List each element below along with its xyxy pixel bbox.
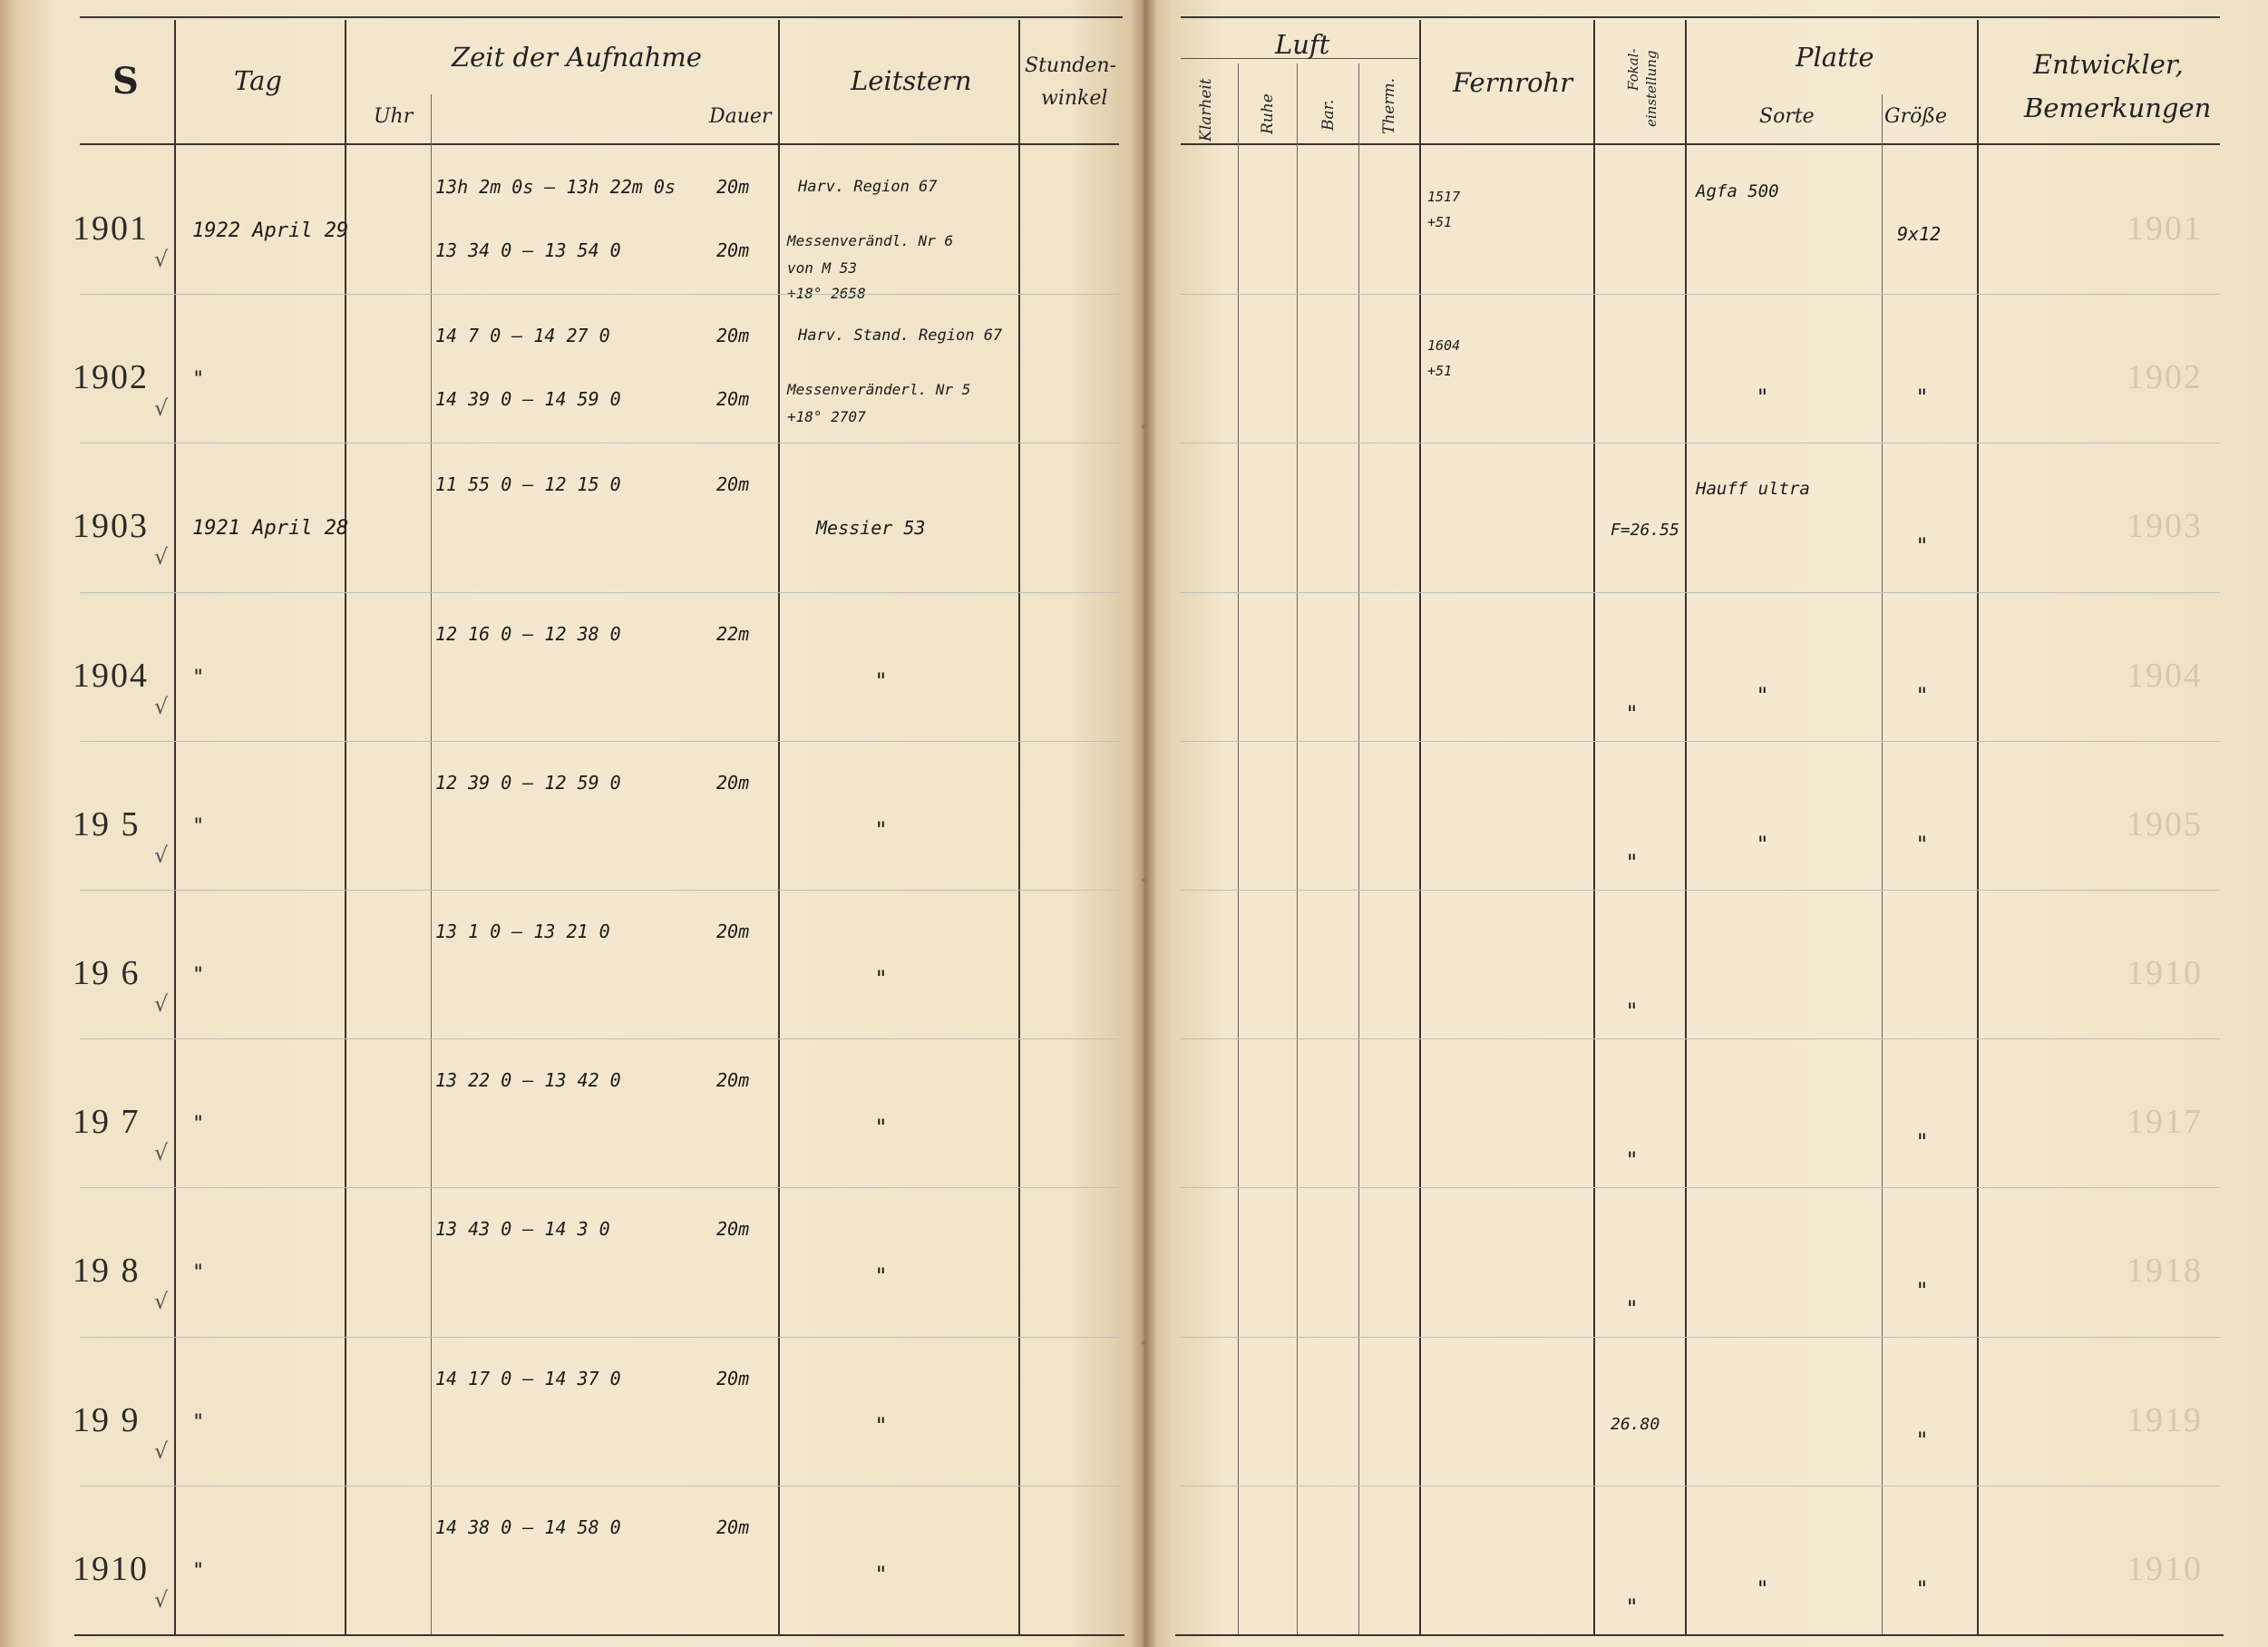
entry-date: " <box>192 814 205 838</box>
telescope-value: 1604 <box>1427 337 1461 355</box>
exposure-time: 13 1 0 – 13 21 0 <box>435 921 610 942</box>
right-col-fernrohr <box>1593 20 1595 1634</box>
bleed-through-number: 1910 <box>2127 1549 2203 1588</box>
header-s: S <box>112 60 139 102</box>
plate-size-ditto: " <box>1917 533 1928 560</box>
right-col-groesse <box>1977 20 1979 1634</box>
focal-ditto: " <box>1627 999 1638 1024</box>
exposure-duration: 22m <box>716 622 750 645</box>
guide-star-note: +18° 2658 <box>787 285 866 302</box>
check-mark-icon: √ <box>154 1586 169 1613</box>
plate-size-ditto: " <box>1917 1427 1928 1453</box>
exposure-time: 13 22 0 – 13 42 0 <box>435 1069 621 1092</box>
guide-star: Harv. Region 67 <box>798 178 938 196</box>
right-page <box>1144 0 2268 1647</box>
row-divider <box>80 294 1119 295</box>
serial-number: 1910 <box>73 1549 149 1588</box>
row-divider <box>1181 294 2220 295</box>
guide-star-note: von M 53 <box>787 259 858 277</box>
row-divider <box>1181 1187 2220 1188</box>
exposure-duration: 20m <box>716 1069 750 1092</box>
exposure-duration: 20m <box>716 771 750 794</box>
header-ruhe: Ruhe <box>1259 93 1277 134</box>
row-divider <box>80 1038 1119 1039</box>
entry-date: " <box>192 1262 205 1285</box>
header-tag: Tag <box>234 65 282 96</box>
binding-hole <box>1142 424 1146 429</box>
guide-star-ditto: " <box>876 1412 887 1438</box>
guide-star-ditto: " <box>876 816 887 843</box>
exposure-duration-2: 20m <box>716 239 750 261</box>
serial-number: 1902 <box>73 358 149 397</box>
serial-number: 1901 <box>73 210 149 248</box>
guide-star-note: +18° 2707 <box>787 408 866 426</box>
plate-size-ditto: " <box>1917 831 1928 857</box>
exposure-time-2: 14 39 0 – 14 59 0 <box>435 388 621 411</box>
entry-date: " <box>192 1410 205 1434</box>
exposure-duration: 20m <box>716 1218 750 1241</box>
focal-ditto: " <box>1627 700 1638 726</box>
exposure-time: 14 17 0 – 14 37 0 <box>435 1367 621 1389</box>
focal-ditto: " <box>1627 849 1638 875</box>
exposure-time: 14 7 0 – 14 27 0 <box>435 325 610 347</box>
left-bottom-rule <box>74 1634 1124 1636</box>
binding-hole <box>1142 1340 1146 1345</box>
right-top-rule <box>1181 16 2220 18</box>
left-col-s <box>174 20 176 1634</box>
header-sorte: Sorte <box>1759 105 1815 128</box>
right-col-fokal <box>1685 20 1687 1634</box>
row-divider <box>1181 890 2220 891</box>
bleed-through-number: 1901 <box>2127 210 2203 248</box>
left-col-tag <box>345 20 346 1634</box>
serial-number: 19 5 <box>73 804 141 843</box>
left-top-rule <box>80 16 1123 18</box>
plate-type-ditto: " <box>1757 682 1768 708</box>
row-divider <box>80 1187 1119 1188</box>
header-zeit: Zeit der Aufnahme <box>452 42 702 73</box>
telescope-value: 1517 <box>1427 189 1461 205</box>
right-bottom-rule <box>1175 1634 2224 1636</box>
entry-date: " <box>192 666 205 689</box>
guide-star-note: Messenverändl. Nr 6 <box>787 232 954 249</box>
check-mark-icon: √ <box>154 395 169 422</box>
exposure-duration: 20m <box>716 325 750 347</box>
exposure-time: 11 55 0 – 12 15 0 <box>435 473 621 496</box>
focal-ditto: " <box>1627 1296 1638 1322</box>
bleed-through-number: 1910 <box>2127 954 2203 992</box>
check-mark-icon: √ <box>154 544 169 570</box>
entry-date: " <box>192 1559 205 1583</box>
right-col-ruhe <box>1297 63 1298 1634</box>
row-divider <box>80 1337 1119 1338</box>
header-dauer: Dauer <box>709 105 772 128</box>
plate-size-ditto: " <box>1917 1575 1928 1602</box>
entry-date: " <box>192 964 205 987</box>
serial-number: 19 8 <box>73 1252 141 1291</box>
guide-star-note: Messenveränderl. Nr 5 <box>787 381 971 399</box>
bleed-through-number: 1903 <box>2127 507 2203 546</box>
exposure-duration: 20m <box>716 473 750 496</box>
guide-star: Messier 53 <box>816 517 926 540</box>
bleed-through-number: 1918 <box>2127 1252 2203 1291</box>
serial-number: 19 6 <box>73 954 141 992</box>
serial-number: 19 7 <box>73 1103 141 1142</box>
exposure-time: 14 38 0 – 14 58 0 <box>435 1515 621 1538</box>
plate-type-ditto: " <box>1757 1575 1768 1602</box>
check-mark-icon: √ <box>154 247 169 272</box>
left-header-rule <box>80 143 1119 145</box>
telescope-value: +51 <box>1427 214 1453 230</box>
bleed-through-number: 1917 <box>2127 1103 2203 1142</box>
bleed-through-number: 1902 <box>2127 358 2203 397</box>
plate-type: Hauff ultra <box>1696 479 1810 500</box>
header-klarheit: Klarheit <box>1197 78 1215 141</box>
header-stundenwinkel-2: winkel <box>1041 87 1108 110</box>
row-divider <box>1181 1337 2220 1338</box>
focal-setting: 26.80 <box>1611 1414 1660 1434</box>
right-col-sorte <box>1882 94 1883 1634</box>
entry-date: 1922 April 29 <box>192 219 349 242</box>
left-col-leitstern <box>1018 20 1020 1634</box>
bleed-through-number: 1919 <box>2127 1400 2203 1439</box>
header-luft: Luft <box>1275 29 1330 60</box>
serial-number: 19 9 <box>73 1400 141 1439</box>
entry-date: 1921 April 28 <box>192 517 349 541</box>
header-uhr: Uhr <box>374 105 414 128</box>
serial-number: 1903 <box>73 507 149 546</box>
plate-size-ditto: " <box>1917 1278 1928 1304</box>
row-divider <box>1181 592 2220 593</box>
check-mark-icon: √ <box>154 1437 169 1464</box>
right-col-klarheit <box>1238 63 1239 1634</box>
header-therm: Therm. <box>1380 78 1398 134</box>
header-stundenwinkel-1: Stunden- <box>1025 54 1116 77</box>
guide-star: Harv. Stand. Region 67 <box>798 326 1003 346</box>
exposure-time: 13 43 0 – 14 3 0 <box>435 1218 610 1241</box>
book-gutter <box>1130 0 1157 1647</box>
header-fokal-1: Fokal- <box>1625 48 1641 91</box>
guide-star-ditto: " <box>876 1561 887 1587</box>
exposure-duration-2: 20m <box>716 388 750 411</box>
row-divider <box>80 890 1119 891</box>
telescope-value: +51 <box>1427 363 1453 380</box>
serial-number: 1904 <box>73 656 149 695</box>
plate-type-ditto: " <box>1757 831 1768 857</box>
header-bar: Bar. <box>1319 99 1338 131</box>
plate-size: 9x12 <box>1897 223 1942 245</box>
bleed-through-number: 1904 <box>2127 656 2203 695</box>
check-mark-icon: √ <box>154 1140 169 1166</box>
check-mark-icon: √ <box>154 693 169 719</box>
entry-date: " <box>192 368 205 392</box>
check-mark-icon: √ <box>154 991 169 1017</box>
header-bemerkungen: Bemerkungen <box>2024 93 2212 123</box>
row-divider <box>1181 1038 2220 1039</box>
plate-size-ditto: " <box>1917 385 1928 411</box>
header-platte: Platte <box>1796 42 1874 73</box>
exposure-time: 13h 2m 0s – 13h 22m 0s <box>435 176 676 198</box>
guide-star-ditto: " <box>876 668 887 694</box>
header-fernrohr: Fernrohr <box>1453 67 1573 98</box>
right-header-rule <box>1181 143 2220 145</box>
right-col-therm <box>1419 20 1421 1634</box>
left-col-uhr <box>431 94 432 1634</box>
check-mark-icon: √ <box>154 842 169 868</box>
plate-size-ditto: " <box>1917 1129 1928 1155</box>
focal-ditto: " <box>1627 1147 1638 1174</box>
focal-setting: F=26.55 <box>1611 521 1679 541</box>
entry-date: " <box>192 1113 205 1136</box>
exposure-duration: 20m <box>716 1367 750 1389</box>
plate-type: Agfa 500 <box>1696 181 1779 201</box>
row-divider <box>80 741 1119 742</box>
row-divider <box>80 592 1119 593</box>
guide-star-ditto: " <box>876 966 887 991</box>
guide-star-ditto: " <box>876 1115 887 1141</box>
guide-star-ditto: " <box>876 1263 887 1290</box>
row-divider <box>1181 741 2220 742</box>
binding-hole <box>1142 878 1146 882</box>
plate-size-ditto: " <box>1917 682 1928 708</box>
focal-ditto: " <box>1627 1593 1638 1620</box>
right-col-bar <box>1358 63 1359 1634</box>
header-leitstern: Leitstern <box>851 65 972 96</box>
left-col-dauer <box>778 20 780 1634</box>
exposure-time: 12 39 0 – 12 59 0 <box>435 771 621 794</box>
exposure-duration: 20m <box>716 176 750 198</box>
bleed-through-number: 1905 <box>2127 804 2203 843</box>
exposure-time-2: 13 34 0 – 13 54 0 <box>435 239 621 261</box>
exposure-duration: 20m <box>716 1515 750 1538</box>
check-mark-icon: √ <box>154 1289 169 1315</box>
exposure-duration: 20m <box>716 921 750 942</box>
header-groesse: Größe <box>1884 105 1948 128</box>
header-fokal-2: einstellung <box>1643 50 1660 127</box>
header-entwickler: Entwickler, <box>2033 49 2184 80</box>
exposure-time: 12 16 0 – 12 38 0 <box>435 622 621 645</box>
plate-type-ditto: " <box>1757 385 1768 411</box>
